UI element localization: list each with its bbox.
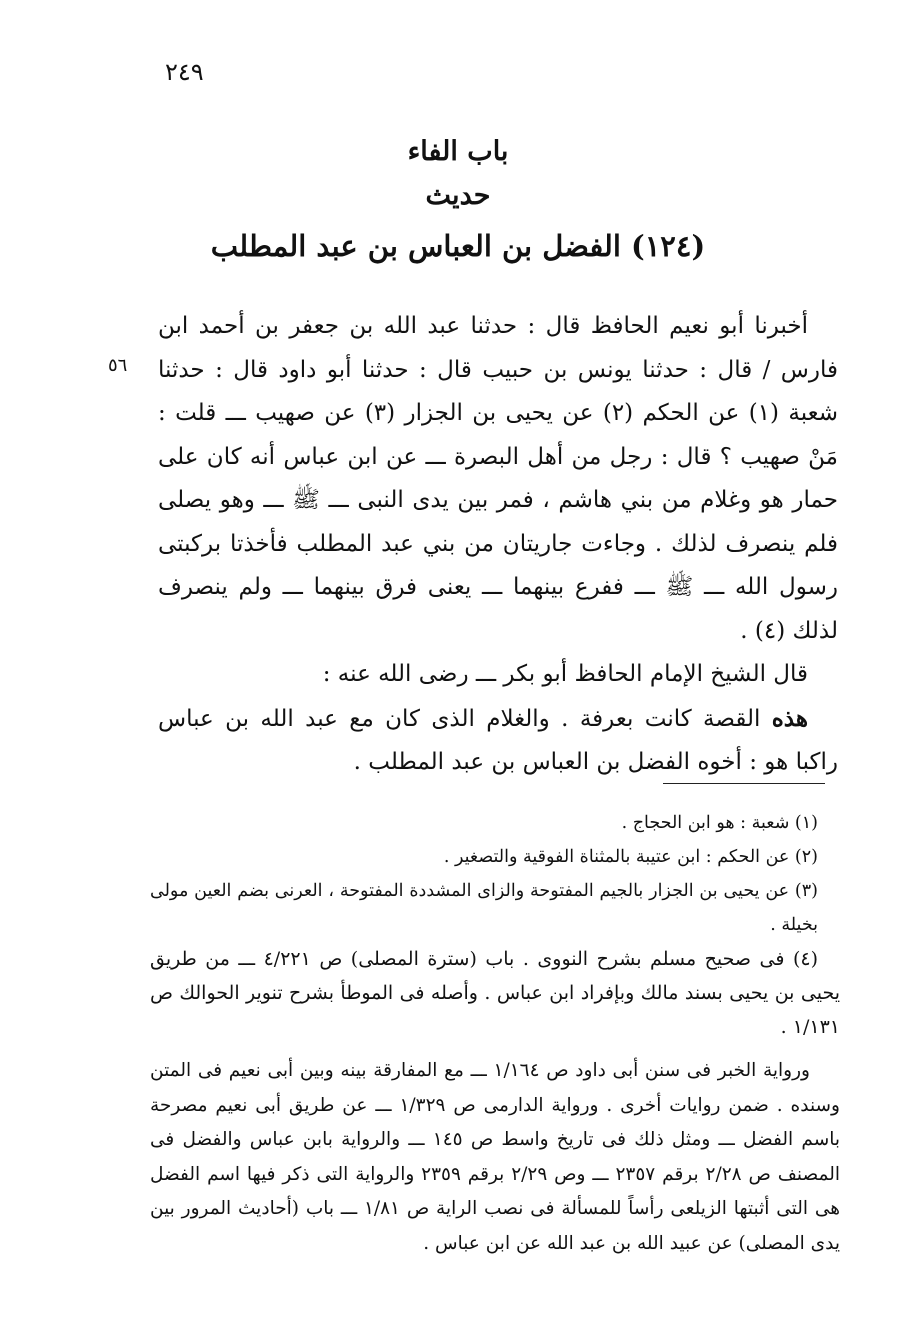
footnote-1: (١) شعبة : هو ابن الحجاج . xyxy=(621,813,818,833)
footnote-separator xyxy=(663,783,825,784)
footnote-paragraph: ورواية الخبر فى سنن أبى داود ص ١/١٦٤ ـــ مع المفارقة بينه وبين أبى نعيم فى المتن وسنده . ضمن روايات أخرى . ورواية الدارمى ص ١/٣٢٩ ـــ عن طريق أبى نعيم مصرحة باسم الفضل ـــ ومثل ذلك فى تاريخ واسط ص ١٤٥ ـــ والرواية بابن عباس والفضل فى المصنف ص ٢/٢٨ برقم ٢٣٥٧ ـــ وص ٢/٢٩ برقم ٢٣٥٩ والرواية التى ذكر فيها اسم الفضل هى التى أثبتها الزيلعى رأساً للمسألة فى نصب الراية ص ١/٨١ ـــ باب (أحاديث المرور بين يدى المصلى) عن عبيد الله بن عبد الله عن ابن عباس . xyxy=(150,1060,840,1254)
commentary-intro: قال الشيخ الإمام الحافظ أبو بكر ـــ رضى الله عنه : xyxy=(322,661,808,687)
footnotes xyxy=(150,806,840,1261)
footnote-3: (٣) عن يحيى بن الجزار بالجيم المفتوحة والزاى المشددة المفتوحة ، العرنى بضم العين مولى بخيلة . xyxy=(150,881,818,935)
headings xyxy=(0,132,916,272)
commentary-lead: هذه xyxy=(771,704,808,732)
page-number: ٢٤٩ xyxy=(165,58,204,86)
margin-note: ٥٦ xyxy=(108,355,128,376)
commentary-rest: القصة كانت بعرفة . والغلام الذى كان مع عبد الله بن عباس راكبا هو : أخوه الفضل بن العباس بن عبد المطلب . xyxy=(158,705,838,775)
footnote-2: (٢) عن الحكم : ابن عتيبة بالمثناة الفوقية والتصغير . xyxy=(443,847,818,867)
section-heading: حديث xyxy=(425,180,491,211)
chapter-heading: باب الفاء xyxy=(407,136,509,167)
main-text xyxy=(158,305,838,785)
hadith-paragraph: أخبرنا أبو نعيم الحافظ قال : حدثنا عبد الله بن جعفر بن أحمد ابن فارس / قال : حدثنا يونس بن حبيب قال : حدثنا أبو داود قال : حدثنا شعبة (١) عن الحكم (٢) عن يحيى بن الجزار (٣) عن صهيب ـــ قلت : مَنْ صهيب ؟ قال : رجل من أهل البصرة ـــ عن ابن عباس أنه كان على حمار هو وغلام من بني هاشم ، فمر بين يدى النبى ـــ ﷺ ـــ وهو يصلى فلم ينصرف لذلك . وجاءت جاريتان من بني عبد المطلب فأخذتا بركبتى رسول الله ـــ ﷺ ـــ ففرع بينهما ـــ يعنى فرق بينهما ـــ ولم ينصرف لذلك (٤) . xyxy=(158,313,838,644)
footnote-4: (٤) فى صحيح مسلم بشرح النووى . باب (سترة المصلى) ص ٤/٢٢١ ـــ من طريق يحيى بن يحيى بسند مالك وبإفراد ابن عباس . وأصله فى الموطأ بشرح تنوير الحوالك ص ١/١٣١ . xyxy=(150,948,840,1038)
commentary-paragraph xyxy=(158,697,838,785)
entry-heading: (١٢٤) الفضل بن العباس بن عبد المطلب xyxy=(210,229,706,263)
